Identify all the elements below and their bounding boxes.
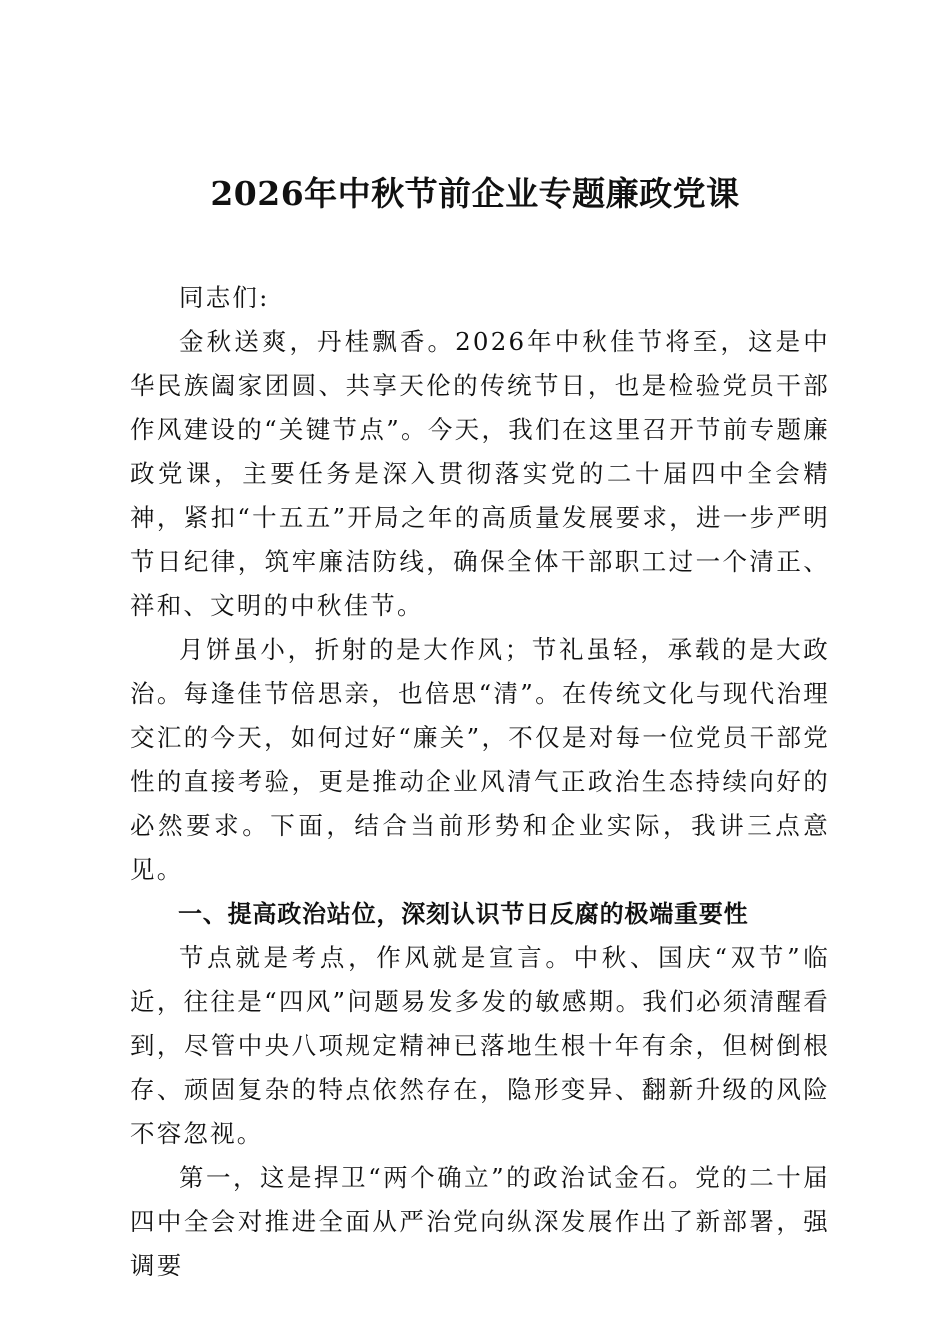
salutation: 同志们: (179, 283, 270, 312)
document-title: 2026年中秋节前企业专题廉政党课 (210, 174, 740, 213)
paragraph-1: 金秋送爽，丹桂飘香。2026年中秋佳节将至，这是中华民族阖家团圆、共享天伦的传统节日，也是检验党员干部作风建设的“关键节点”。今天，我们在这里召开节前专题廉政党课，主要任务是深入贯彻落实党的二十届四中全会精神，紧扣“十五五”开局之年的高质量发展要求，进一步严明节日纪律，筑牢廉洁防线，确保全体干部职工过一个清正、祥和、文明的中秋佳节。 (130, 327, 830, 620)
document-body (130, 276, 830, 1288)
paragraph-3: 节点就是考点，作风就是宣言。中秋、国庆“双节”临近，往往是“四风”问题易发多发的敏感期。我们必须清醒看到，尽管中央八项规定精神已落地生根十年有余，但树倒根存、顽固复杂的特点依然存在，隐形变异、翻新升级的风险不容忽视。 (130, 943, 830, 1148)
paragraph-4: 第一，这是捍卫“两个确立”的政治试金石。党的二十届四中全会对推进全面从严治党向纵深发展作出了新部署，强调要 (130, 1163, 830, 1280)
paragraph-2: 月饼虽小，折射的是大作风；节礼虽轻，承载的是大政治。每逢佳节倍思亲，也倍思“清”。在传统文化与现代治理交汇的今天，如何过好“廉关”，不仅是对每一位党员干部党性的直接考验，更是推动企业风清气正政治生态持续向好的必然要求。下面，结合当前形势和企业实际，我讲三点意见。 (130, 635, 830, 884)
section-heading-1: 一、提高政治站位，深刻认识节日反腐的极端重要性 (178, 900, 749, 928)
